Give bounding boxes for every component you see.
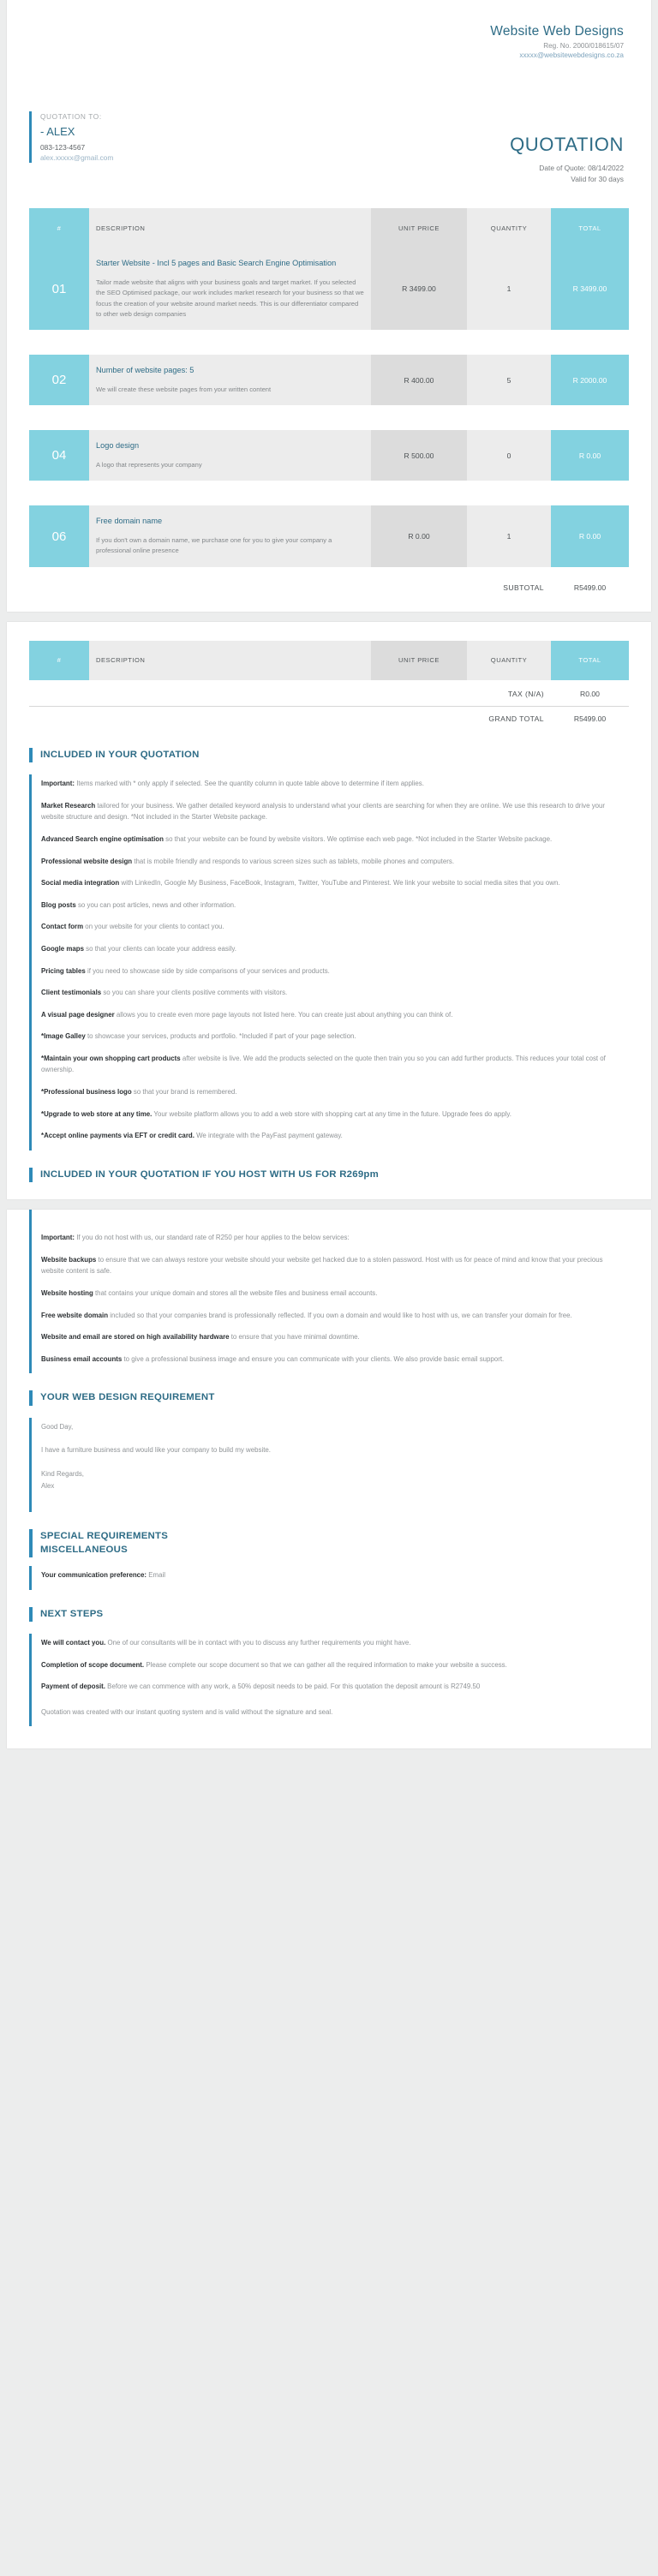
hosting-item-lead: Website backups	[41, 1255, 97, 1264]
subtotal-section	[7, 576, 651, 600]
next-step-text: One of our consultants will be in contact with you to discuss any further requirements you might have.	[105, 1638, 411, 1647]
included-item-text: Items marked with * only apply if selected. See the quantity column in quote table above to determine if item applies.	[75, 780, 424, 788]
section-heading-hosting: INCLUDED IN YOUR QUOTATION IF YOU HOST WITH US FOR R269pm	[29, 1168, 629, 1182]
special-section-body	[29, 1566, 629, 1590]
included-item-text: after website is live. We add the products selected on the quote then train you so you can add further products. This reduces your total cost of ownership.	[41, 1054, 606, 1074]
row-quantity: 1	[467, 505, 551, 566]
included-item-text: so you can share your clients positive comments with visitors.	[101, 989, 288, 997]
document-header	[7, 0, 651, 98]
next-step-item	[41, 1659, 625, 1671]
included-item	[41, 921, 625, 933]
included-item-text: tailored for your business. We gather detailed keyword analysis to understand what your clients are searching for when they are online. We use this research to drive your website structure and design. *Not included in the Starter Website package.	[41, 801, 606, 822]
column-header-total: TOTAL	[551, 641, 629, 680]
hosting-item-lead: Website and email are stored on high availability hardware	[41, 1333, 230, 1342]
hosting-item	[41, 1310, 625, 1322]
quotation-title-block	[510, 111, 624, 184]
next-steps-section-body	[29, 1634, 629, 1726]
included-item	[41, 900, 625, 911]
hosting-item	[41, 1254, 625, 1277]
row-total: R 3499.00	[551, 248, 629, 330]
included-item-lead: Market Research	[41, 801, 96, 810]
quotation-table	[29, 208, 629, 567]
next-step-lead: Completion of scope document.	[41, 1660, 145, 1669]
row-number: 06	[29, 505, 89, 566]
company-email[interactable]: xxxxx@websitewebdesigns.co.za	[519, 51, 624, 59]
totals-section	[7, 682, 651, 731]
hosting-item-lead: Free website domain	[41, 1311, 109, 1319]
next-step-item	[41, 1637, 625, 1649]
hosting-item-text: If you do not host with us, our standard rate of R250 per hour applies to the below services:	[75, 1234, 350, 1242]
column-header-description: DESCRIPTION	[89, 641, 371, 680]
row-spacer	[29, 481, 629, 505]
row-number: 04	[29, 430, 89, 481]
column-header-unit-price: UNIT PRICE	[371, 208, 467, 248]
table-body	[29, 248, 629, 567]
row-unit-price: R 500.00	[371, 430, 467, 481]
page-title: QUOTATION	[510, 134, 624, 155]
totals-table	[29, 682, 629, 731]
included-item	[41, 1031, 625, 1043]
company-name: Website Web Designs	[490, 24, 624, 39]
row-description-cell	[89, 355, 371, 405]
included-item	[41, 800, 625, 823]
included-item-lead: Professional website design	[41, 857, 133, 865]
included-item	[41, 943, 625, 955]
client-phone: 083-123-4567	[40, 142, 86, 152]
grand-total-label: GRAND TOTAL	[371, 706, 551, 731]
row-description-cell	[89, 505, 371, 566]
requirement-greeting: Good Day,	[41, 1422, 74, 1431]
subtotal-value: R5499.00	[573, 583, 607, 592]
tax-spacer	[29, 682, 371, 707]
hosting-item-text: included so that your companies brand is professionally reflected. If you own a domain and would like to host with us, we can transfer your domain for free.	[108, 1311, 572, 1319]
next-step-text: Before we can commence with any work, a 50% deposit needs to be paid. For this quotation the deposit amount is R2749.50	[105, 1682, 481, 1691]
row-total: R 0.00	[551, 505, 629, 566]
included-item	[41, 965, 625, 977]
included-item-lead: Client testimonials	[41, 989, 102, 997]
communication-preference-label: Your communication preference:	[41, 1570, 147, 1579]
section-heading-included: INCLUDED IN YOUR QUOTATION	[29, 748, 629, 762]
table-row	[29, 248, 629, 330]
item-title: Starter Website - Incl 5 pages and Basic Search Engine Optimisation	[96, 259, 337, 268]
row-quantity: 5	[467, 355, 551, 405]
table-header-row	[29, 641, 629, 680]
quotation-table-wrap	[7, 184, 651, 567]
special-heading-line-1: SPECIAL REQUIREMENTS	[40, 1531, 169, 1542]
row-total: R 2000.00	[551, 355, 629, 405]
column-header-description: DESCRIPTION	[89, 208, 371, 248]
included-item-text: so that your website can be found by website visitors. We optimise each web page. *Not included in the Starter Website package.	[163, 834, 553, 843]
grand-total-row	[29, 706, 629, 731]
quotation-to-label: QUOTATION TO:	[40, 112, 102, 121]
row-number: 01	[29, 248, 89, 330]
column-header-quantity: QUANTITY	[467, 641, 551, 680]
included-item-lead: Google maps	[41, 944, 84, 953]
included-item	[41, 1130, 625, 1142]
included-item-lead: Advanced Search engine optimisation	[41, 834, 164, 843]
row-unit-price: R 0.00	[371, 505, 467, 566]
included-item-lead: A visual page designer	[41, 1010, 115, 1019]
item-description: If you don't own a domain name, we purchase one for you to give your company a professional online presence	[96, 536, 332, 555]
requirement-signoff: Kind Regards,	[41, 1469, 85, 1478]
section-heading-next-steps: NEXT STEPS	[29, 1607, 629, 1622]
included-item	[41, 877, 625, 889]
column-header-unit-price: UNIT PRICE	[371, 641, 467, 680]
hosting-item-text: to give a professional business image and ensure you can communicate with your clients. We also provide basic email support.	[122, 1354, 505, 1363]
table-header	[29, 208, 629, 248]
table-row	[29, 505, 629, 566]
quote-date: Date of Quote: 08/14/2022	[539, 164, 624, 172]
included-item	[41, 778, 625, 790]
row-description-cell	[89, 248, 371, 330]
included-item-lead: *Professional business logo	[41, 1088, 132, 1097]
section-heading-special	[29, 1529, 629, 1557]
quotation-page-1	[7, 0, 651, 612]
tax-row	[29, 682, 629, 707]
requirement-body: I have a furniture business and would like your company to build my website.	[41, 1446, 271, 1455]
included-item-lead: Contact form	[41, 923, 84, 931]
included-item	[41, 1053, 625, 1076]
next-step-lead: Payment of deposit.	[41, 1682, 105, 1691]
requirement-signature: Alex	[41, 1481, 55, 1490]
row-spacer	[29, 405, 629, 430]
subtotal-label: SUBTOTAL	[503, 583, 544, 592]
hosting-item	[41, 1232, 625, 1244]
quotation-page-2	[7, 622, 651, 1199]
table-row	[29, 355, 629, 405]
column-header-quantity: QUANTITY	[467, 208, 551, 248]
hosting-item-text: to ensure that we can always restore your website should your website get hacked due to a stolen password. Host with us for peace of mind and know that your precious website content is safe.	[41, 1255, 603, 1276]
next-step-lead: We will contact you.	[41, 1638, 106, 1647]
included-item-text: so that your clients can locate your address easily.	[83, 944, 236, 953]
included-item-text: with LinkedIn, Google My Business, FaceBook, Instagram, Twitter, YouTube and Pinterest. We link your website to social media sites that you own.	[119, 879, 560, 888]
quotation-page-3	[7, 1210, 651, 1748]
hosting-section-body	[29, 1210, 629, 1373]
row-quantity: 1	[467, 248, 551, 330]
requirement-section-body	[29, 1418, 629, 1512]
included-item	[41, 1009, 625, 1021]
quotation-to-block	[29, 111, 113, 163]
included-item-text: if you need to showcase side by side comparisons of your services and products.	[85, 966, 330, 975]
item-title: Free domain name	[96, 517, 163, 526]
row-spacer	[29, 330, 629, 355]
included-item-lead: *Accept online payments via EFT or credit card.	[41, 1132, 194, 1140]
row-unit-price: R 3499.00	[371, 248, 467, 330]
row-description-cell	[89, 430, 371, 481]
subtotal-row	[29, 576, 629, 600]
hosting-item-lead: Business email accounts	[41, 1354, 123, 1363]
row-total: R 0.00	[551, 430, 629, 481]
continued-table-wrap	[7, 622, 651, 680]
quotation-to-and-title	[7, 98, 651, 184]
included-item	[41, 856, 625, 868]
table-header-row	[29, 208, 629, 248]
item-description: A logo that represents your company	[96, 461, 202, 469]
item-description: We will create these website pages from your written content	[96, 386, 272, 393]
hosting-item	[41, 1354, 625, 1366]
row-number: 02	[29, 355, 89, 405]
tax-value: R0.00	[580, 689, 600, 698]
hosting-item	[41, 1288, 625, 1300]
table-row	[29, 430, 629, 481]
row-unit-price: R 400.00	[371, 355, 467, 405]
grand-total-spacer	[29, 706, 371, 731]
included-item-text: We integrate with the PayFast payment gateway.	[194, 1132, 343, 1140]
included-item-lead: Blog posts	[41, 900, 76, 909]
special-heading-line-2: MISCELLANEOUS	[40, 1544, 128, 1555]
included-item-text: on your website for your clients to contact you.	[83, 923, 224, 931]
company-block	[34, 24, 624, 59]
hosting-item-text: to ensure that you have minimal downtime.	[229, 1333, 360, 1342]
quotation-table-continued	[29, 641, 629, 680]
next-step-text: Please complete our scope document so that we can gather all the required information to make your website a success.	[144, 1660, 507, 1669]
tax-label: TAX (N/A)	[507, 689, 544, 698]
hosting-item-lead: Website hosting	[41, 1289, 93, 1298]
quote-validity: Valid for 30 days	[571, 174, 624, 183]
client-name: - ALEX	[40, 125, 75, 139]
grand-total-value: R5499.00	[551, 706, 629, 731]
included-section-body	[29, 774, 629, 1151]
included-item-text: Your website platform allows you to add a web store with shopping cart at any time in the future. Upgrade fees do apply.	[152, 1109, 511, 1118]
included-item-text: so you can post articles, news and other information.	[75, 900, 236, 909]
included-item-lead: *Maintain your own shopping cart products	[41, 1054, 181, 1062]
hosting-item-text: that contains your unique domain and stores all the website files and business email accounts.	[93, 1289, 378, 1298]
next-step-item	[41, 1681, 625, 1693]
included-item	[41, 834, 625, 846]
table-header-continued	[29, 641, 629, 680]
included-item-lead: *Image Galley	[41, 1032, 86, 1041]
included-item-lead: *Upgrade to web store at any time.	[41, 1109, 153, 1118]
item-title: Number of website pages: 5	[96, 366, 194, 375]
client-email: alex.xxxxx@gmail.com	[40, 153, 114, 163]
communication-preference-value: Email	[147, 1570, 165, 1579]
included-item	[41, 1086, 625, 1098]
included-item-text: allows you to create even more page layouts not listed here. You can create just about anything you can think of.	[114, 1010, 453, 1019]
quotation-footer-note: Quotation was created with our instant quoting system and is valid without the signature and seal.	[41, 1707, 333, 1716]
included-item-text: that is mobile friendly and responds to various screen sizes such as tablets, mobile phones and computers.	[132, 857, 455, 865]
included-item-lead: Social media integration	[41, 879, 120, 888]
included-item	[41, 987, 625, 999]
company-registration: Reg. No. 2000/018615/07	[543, 42, 624, 50]
section-heading-requirement: YOUR WEB DESIGN REQUIREMENT	[29, 1390, 629, 1405]
included-item-lead: Important:	[41, 780, 75, 788]
item-title: Logo design	[96, 441, 140, 451]
subtotal-spacer	[29, 576, 371, 600]
hosting-item-lead: Important:	[41, 1234, 75, 1242]
included-item-text: so that your brand is remembered.	[131, 1088, 237, 1097]
communication-preference	[41, 1569, 625, 1581]
column-header-number: #	[29, 208, 89, 248]
row-quantity: 0	[467, 430, 551, 481]
included-item-lead: Pricing tables	[41, 966, 86, 975]
included-item	[41, 1109, 625, 1121]
included-item-text: to showcase your services, products and portfolio. *Included if part of your page selection.	[85, 1032, 356, 1041]
hosting-item	[41, 1331, 625, 1343]
item-description: Tailor made website that aligns with your business goals and target market. If you selected the SEO Optimised package, our work includes market research for your business so that we focus the creation of your website around market needs. This is our differentiator compared to other web design companies	[96, 278, 364, 318]
subtotal-table	[29, 576, 629, 600]
column-header-number: #	[29, 641, 89, 680]
column-header-total: TOTAL	[551, 208, 629, 248]
